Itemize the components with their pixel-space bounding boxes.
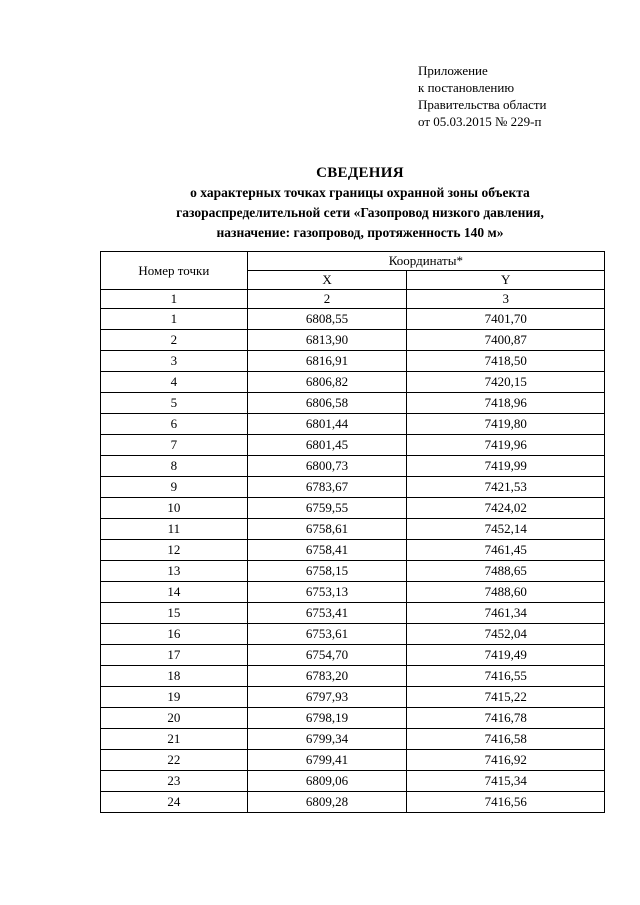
table-row [101,582,605,603]
cell-x: 6799,41 [247,750,407,771]
title-line: газораспределительной сети «Газопровод низкого давления, [176,205,544,220]
cell-point-number: 14 [101,582,248,603]
appendix-line: к постановлению [418,80,515,95]
cell-y: 7461,34 [407,603,605,624]
table-row [101,330,605,351]
table-row [101,498,605,519]
table-row [101,687,605,708]
cell-point-number: 6 [101,414,248,435]
cell-point-number: 15 [101,603,248,624]
cell-y: 7418,96 [407,393,605,414]
table-row [101,414,605,435]
table-row [101,519,605,540]
appendix-line: от 05.03.2015 № 229-п [418,114,542,129]
cell-x: 6799,34 [247,729,407,750]
cell-point-number: 21 [101,729,248,750]
cell-x: 6808,55 [247,309,407,330]
cell-x: 6816,91 [247,351,407,372]
cell-x: 6783,20 [247,666,407,687]
cell-x: 6754,70 [247,645,407,666]
cell-x: 6753,13 [247,582,407,603]
cell-y: 7452,14 [407,519,605,540]
appendix-line: Правительства области [418,97,547,112]
cell-y: 7401,70 [407,309,605,330]
cell-y: 7416,92 [407,750,605,771]
cell-x: 6809,06 [247,771,407,792]
table-row [101,750,605,771]
cell-x: 6758,41 [247,540,407,561]
table-row [101,771,605,792]
cell-point-number: 8 [101,456,248,477]
appendix-line: Приложение [418,63,488,78]
column-number: 2 [247,290,407,309]
table-row [101,729,605,750]
cell-y: 7416,78 [407,708,605,729]
title-line: назначение: газопровод, протяженность 140 м» [216,225,504,240]
cell-x: 6758,61 [247,519,407,540]
table-row [101,309,605,330]
table-row [101,603,605,624]
table-row [101,540,605,561]
cell-x: 6753,41 [247,603,407,624]
column-number-row [101,290,605,309]
cell-point-number: 11 [101,519,248,540]
header-point-number: Номер точки [101,252,248,290]
cell-y: 7424,02 [407,498,605,519]
cell-y: 7415,34 [407,771,605,792]
cell-point-number: 24 [101,792,248,813]
table-row [101,645,605,666]
table-row [101,561,605,582]
cell-point-number: 3 [101,351,248,372]
document-title [100,163,620,243]
cell-y: 7415,22 [407,687,605,708]
table-row [101,372,605,393]
table-row [101,666,605,687]
cell-x: 6800,73 [247,456,407,477]
header-x: X [247,271,407,290]
cell-y: 7416,58 [407,729,605,750]
header-y: Y [407,271,605,290]
title-main: СВЕДЕНИЯ [316,165,404,181]
cell-x: 6759,55 [247,498,407,519]
table-row [101,792,605,813]
cell-point-number: 12 [101,540,248,561]
cell-x: 6801,45 [247,435,407,456]
cell-y: 7400,87 [407,330,605,351]
cell-point-number: 9 [101,477,248,498]
appendix-note [418,62,547,130]
column-number: 1 [101,290,248,309]
cell-point-number: 23 [101,771,248,792]
cell-y: 7461,45 [407,540,605,561]
cell-point-number: 17 [101,645,248,666]
coordinates-table [100,251,605,813]
cell-point-number: 1 [101,309,248,330]
cell-x: 6809,28 [247,792,407,813]
cell-y: 7419,96 [407,435,605,456]
cell-x: 6813,90 [247,330,407,351]
cell-x: 6797,93 [247,687,407,708]
table-row [101,456,605,477]
cell-y: 7488,65 [407,561,605,582]
table-row [101,624,605,645]
table-row [101,477,605,498]
table-header-row [101,252,605,271]
table-body [101,309,605,813]
cell-x: 6783,67 [247,477,407,498]
cell-x: 6753,61 [247,624,407,645]
cell-point-number: 4 [101,372,248,393]
cell-x: 6801,44 [247,414,407,435]
table-row [101,393,605,414]
cell-x: 6798,19 [247,708,407,729]
cell-point-number: 16 [101,624,248,645]
cell-point-number: 5 [101,393,248,414]
cell-point-number: 18 [101,666,248,687]
cell-y: 7418,50 [407,351,605,372]
table-row [101,435,605,456]
cell-y: 7419,80 [407,414,605,435]
title-line: о характерных точках границы охранной зоны объекта [190,185,530,200]
cell-x: 6806,82 [247,372,407,393]
cell-point-number: 13 [101,561,248,582]
header-coordinates: Координаты* [247,252,604,271]
cell-y: 7420,15 [407,372,605,393]
cell-y: 7416,56 [407,792,605,813]
cell-point-number: 20 [101,708,248,729]
table-row [101,351,605,372]
cell-y: 7419,49 [407,645,605,666]
cell-point-number: 19 [101,687,248,708]
cell-y: 7421,53 [407,477,605,498]
cell-y: 7419,99 [407,456,605,477]
cell-x: 6758,15 [247,561,407,582]
cell-y: 7416,55 [407,666,605,687]
column-number: 3 [407,290,605,309]
cell-y: 7452,04 [407,624,605,645]
cell-point-number: 7 [101,435,248,456]
table-row [101,708,605,729]
cell-point-number: 22 [101,750,248,771]
cell-y: 7488,60 [407,582,605,603]
cell-point-number: 2 [101,330,248,351]
cell-point-number: 10 [101,498,248,519]
cell-x: 6806,58 [247,393,407,414]
